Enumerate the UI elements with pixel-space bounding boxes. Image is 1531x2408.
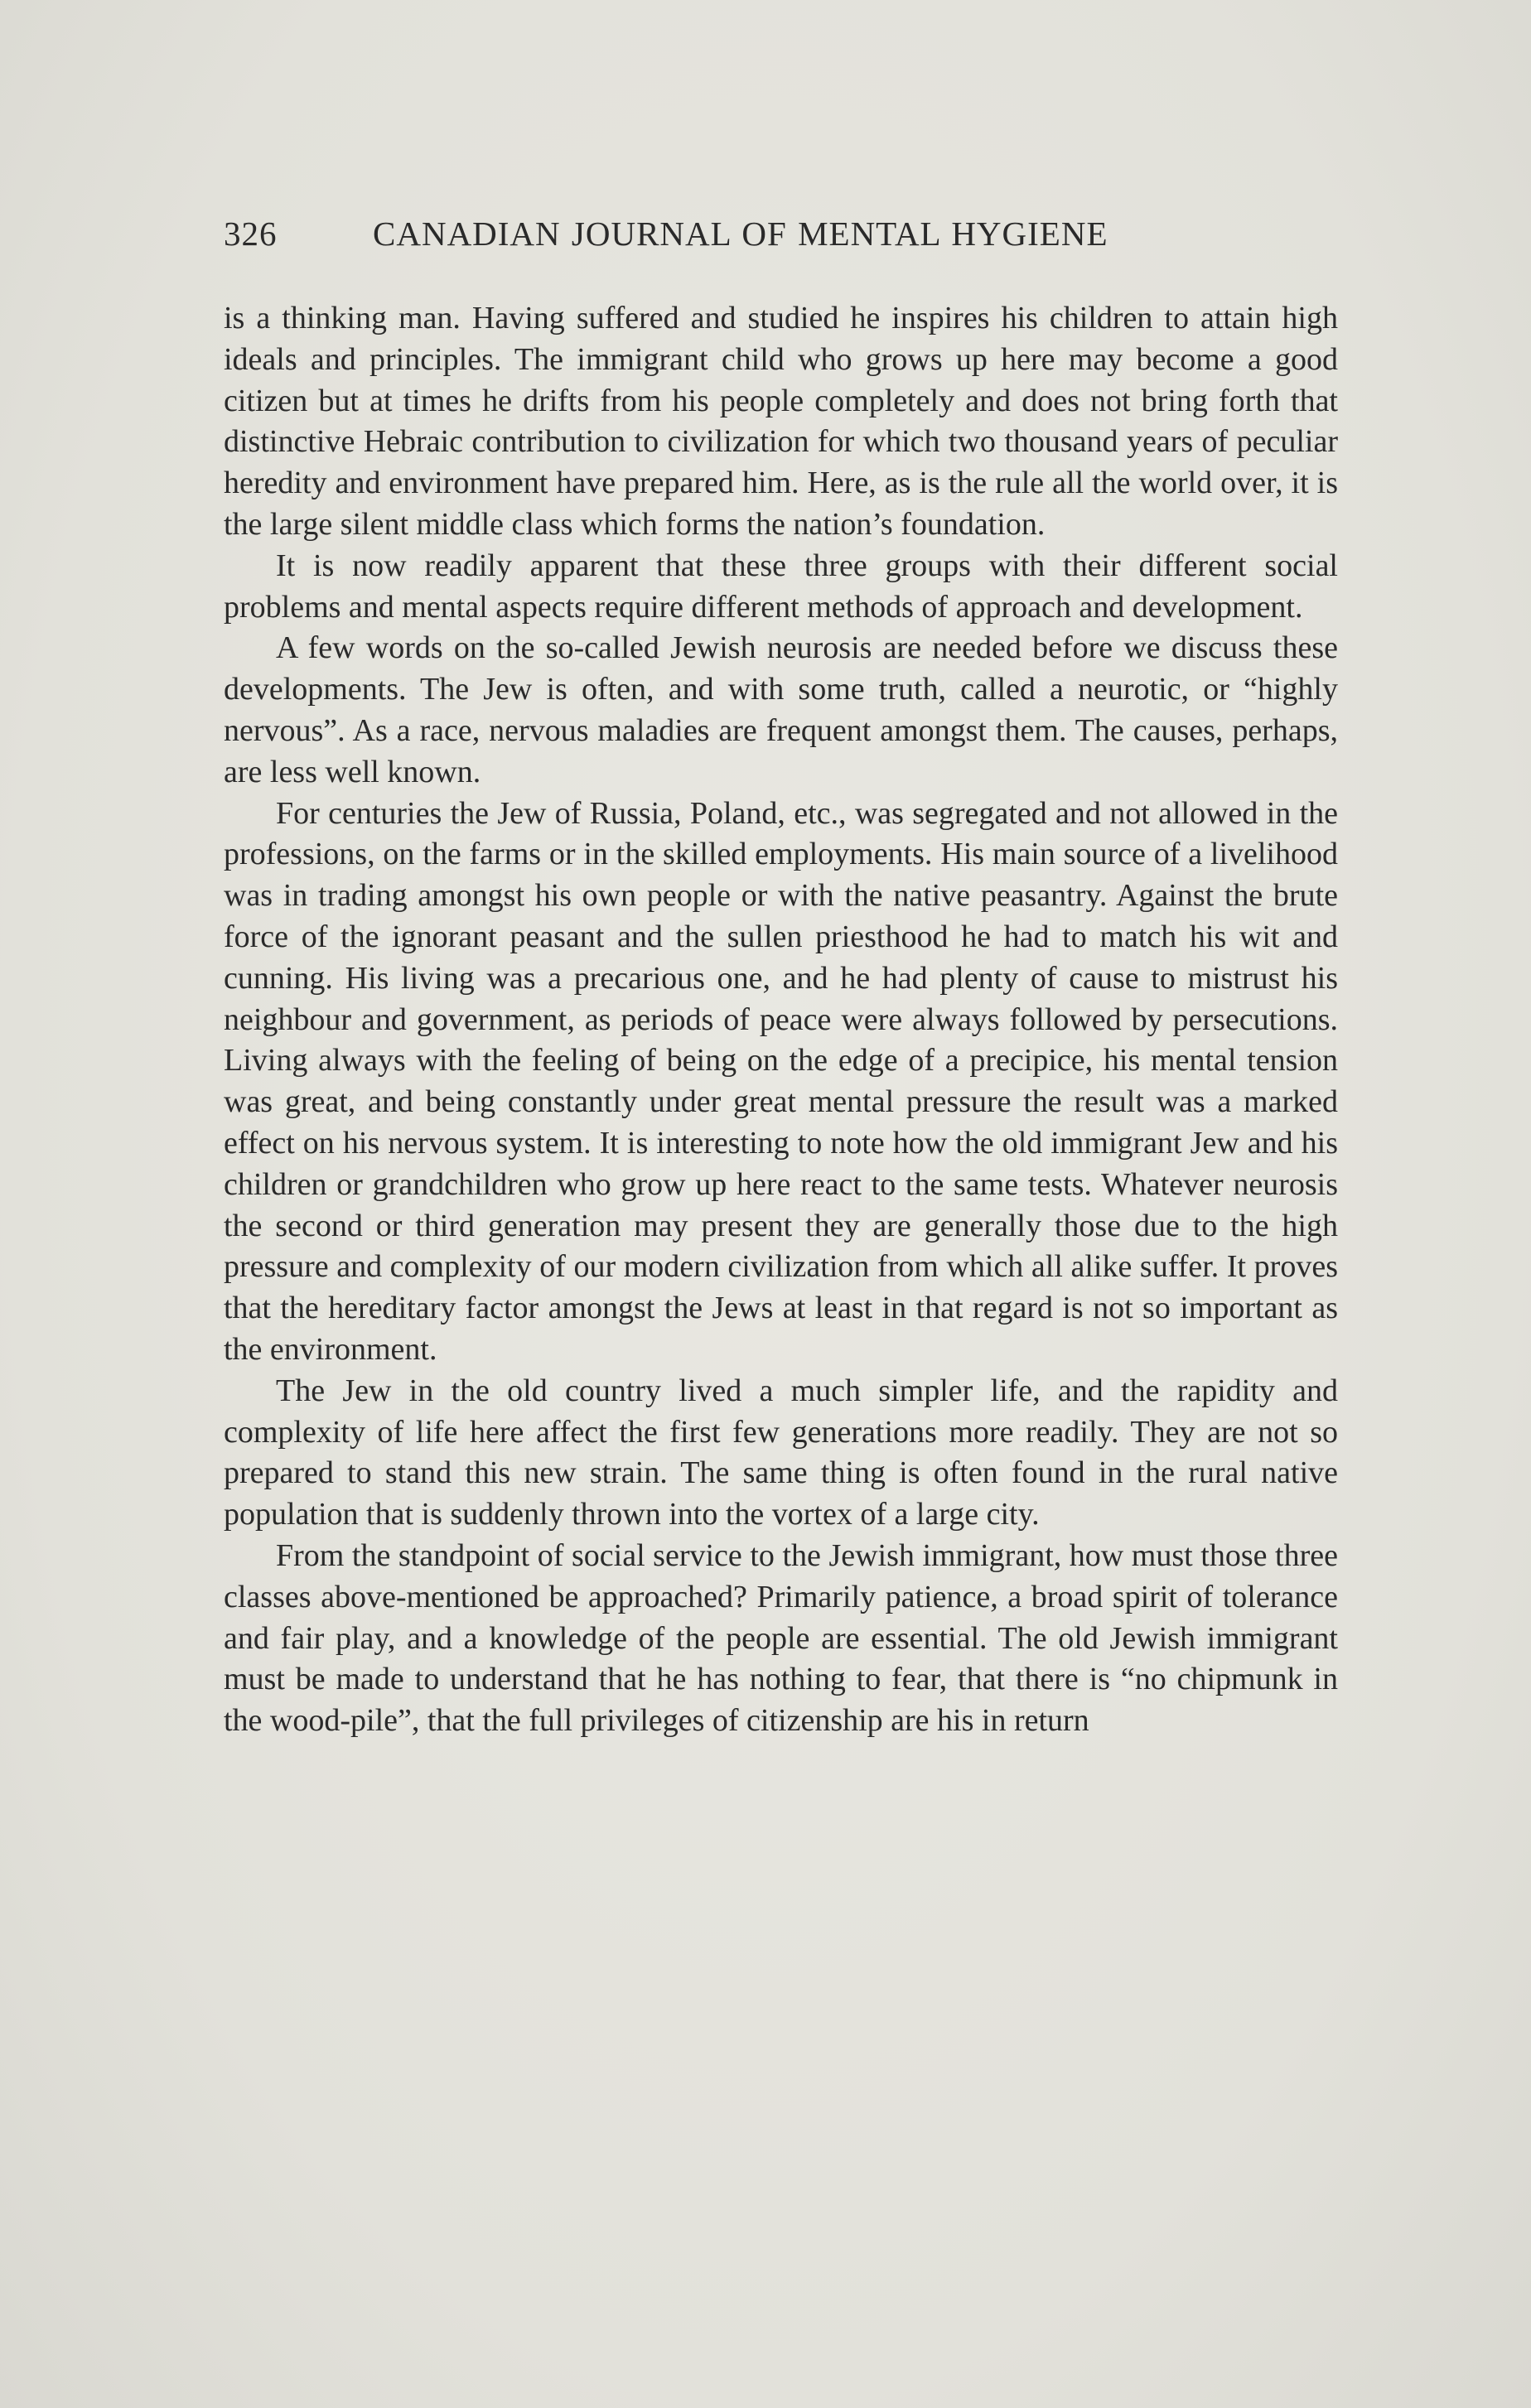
paragraph-continued: is a thinking man. Having suffered and studied he inspires his children to attain high ideals and principles. The immigrant child who grows up here may become a good citizen but at times he drifts from his people completely and does not bring forth that distinctive Hebraic contribution to civilization for which two thousand years of peculiar heredity and environment have prepared him. Here, as is the rule all the world over, it is the large silent middle class which forms the nation’s foundation. [224, 301, 1338, 542]
paragraph: A few words on the so-called Jewish neurosis are needed before we discuss these developments. The Jew is often, and with some truth, called a neurotic, or “highly nervous”. As a race, nervous maladies are frequent amongst them. The causes, perhaps, are less well known. [224, 630, 1338, 789]
paragraph: It is now readily apparent that these three groups with their different social problems and mental aspects require different methods of approach and development. [224, 548, 1338, 625]
running-title: CANADIAN JOURNAL OF MENTAL HYGIENE [373, 215, 1108, 253]
page-header [224, 214, 1338, 263]
article-body [224, 298, 1338, 1742]
paragraph: For centuries the Jew of Russia, Poland, etc., was segregated and not allowed in the professions, on the farms or in the skilled employments. His main source of a livelihood was in trading amongst his own people or with the native peasantry. Against the brute force of the ignorant peasant and the sullen priesthood he had to match his wit and cunning. His living was a precarious one, and he had plenty of cause to mistrust his neighbour and government, as periods of peace were always followed by persecutions. Living always with the feeling of being on the edge of a precipice, his mental tension was great, and being constantly under great mental pressure the result was a marked effect on his nervous system. It is interesting to note how the old immigrant Jew and his children or grandchildren who grow up here react to the same tests. Whatever neurosis the second or third generation may present they are generally those due to the high pressure and complexity of our modern civilization from which all alike suffer. It proves that the hereditary factor amongst the Jews at least in that regard is not so important as the environment. [224, 795, 1338, 1367]
page-number: 326 [224, 215, 278, 253]
paragraph-last: From the standpoint of social service to the Jewish immigrant, how must those three classes above-mentioned be approached? Primarily patience, a broad spirit of tolerance and fair play, and a knowledge of the people are essential. The old Jewish immigrant must be made to understand that he has nothing to fear, that there is “no chipmunk in the wood-pile”, that the full privileges of citizenship are his in return [224, 1537, 1338, 1739]
paragraph: The Jew in the old country lived a much simpler life, and the rapidity and complexity of life here affect the first few generations more readily. They are not so prepared to stand this new strain. The same thing is often found in the rural native population that is suddenly thrown into the vortex of a large city. [224, 1373, 1338, 1532]
